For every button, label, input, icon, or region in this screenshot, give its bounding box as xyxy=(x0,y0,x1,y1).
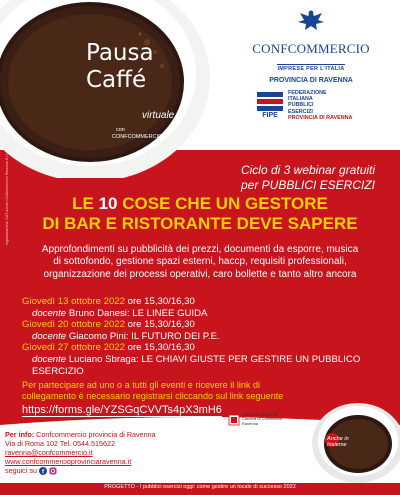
schedule-item-1 xyxy=(22,296,394,319)
info-org: Confcommercio provincia di Ravenna xyxy=(36,430,156,439)
insieme-badge xyxy=(327,436,349,448)
description-line3: organizzazione dei processi operativi, caro bollette e tanto altro ancora xyxy=(43,268,357,280)
description-line2: di sottofondo, gestione spazi esterni, haccp, requisiti professionali, xyxy=(53,256,347,268)
schedule-date-row xyxy=(22,342,394,354)
social-row xyxy=(5,466,57,475)
contributo xyxy=(242,412,282,426)
pausa-title-line2: Caffé xyxy=(86,67,147,93)
fipe-mark-text: FIPE xyxy=(262,112,278,118)
confcommercio-prov: PROVINCIA DI RAVENNA xyxy=(269,77,353,84)
speaker: Luciano Sbraga: LE CHIAVI GIUSTE PER GESTIRE UN PUBBLICO ESERCIZIO xyxy=(32,353,361,377)
ciclo-webinar xyxy=(218,163,398,193)
schedule xyxy=(22,296,394,377)
info-contacts xyxy=(5,448,93,457)
schedule-day: Giovedì xyxy=(22,296,56,307)
con-label: con xyxy=(116,127,125,133)
con-confcommercio xyxy=(112,127,162,141)
contributo-name-1: Camera di Commercio xyxy=(242,416,283,421)
info-address: Via di Roma 102 Tel. 0544.515622 xyxy=(5,439,116,448)
cta-line1: Per partecipare ad uno o a tutti gli eventi e ricevere il link di xyxy=(22,380,261,390)
eagle-icon xyxy=(296,8,326,34)
cta-line2: collegamento è necessario registrarsi cliccando sul link seguente xyxy=(22,391,284,402)
info-website-block xyxy=(5,457,131,466)
fipe-line-1: FEDERAZIONE xyxy=(288,90,327,96)
schedule-day: Giovedì xyxy=(22,319,56,331)
docente-label: docente xyxy=(32,330,67,342)
fipe-line-2: ITALIANA xyxy=(288,96,313,103)
schedule-speaker-row xyxy=(22,354,394,377)
info-label: Per info: xyxy=(5,430,35,439)
headline-pre: LE xyxy=(72,194,99,213)
con-brand: CONFCOMMERCIO xyxy=(112,134,163,140)
svg-text:f: f xyxy=(41,469,44,475)
pausa-caffe-title xyxy=(86,40,154,94)
docente-label: docente xyxy=(32,353,67,365)
description xyxy=(0,244,400,281)
instagram-icon[interactable] xyxy=(49,467,57,475)
fipe-logo xyxy=(255,90,395,120)
schedule-day: Giovedì xyxy=(22,342,56,354)
ciclo-line1: Ciclo di 3 webinar gratuiti xyxy=(240,163,376,177)
schedule-date: 13 ottobre 2022 xyxy=(57,296,125,307)
contributo-name-2: Ravenna xyxy=(242,420,259,426)
schedule-speaker-row xyxy=(22,308,394,320)
confcommercio-sub: IMPRESE PER L'ITALIA xyxy=(277,66,345,72)
schedule-date: 27 ottobre 2022 xyxy=(57,342,125,354)
fipe-line-4: ESERCIZI xyxy=(288,108,313,115)
schedule-speaker-row xyxy=(22,331,394,343)
contributo-label: con il contributo di xyxy=(242,412,278,417)
facebook-icon[interactable] xyxy=(39,467,47,475)
seguici-label: seguici su xyxy=(5,466,37,475)
headline-post: COSE CHE UN GESTORE xyxy=(117,194,328,213)
camera-commercio-icon xyxy=(228,414,240,426)
pausa-title-line1: Pausa xyxy=(86,40,154,66)
schedule-item-3 xyxy=(22,342,394,377)
confcommercio-logo xyxy=(236,8,386,84)
schedule-time: ore 15,30/16,30 xyxy=(127,319,195,331)
info-website[interactable]: www.confcommercioprovinciaravenna.it xyxy=(5,457,132,466)
fipe-prov: PROVINCIA DI RAVENNA xyxy=(288,114,353,121)
speaker: Giacomo Pini: IL FUTURO DEI P.E. xyxy=(68,330,220,342)
fipe-line-3: PUBBLICI xyxy=(288,102,314,109)
confcommercio-name: CONFCOMMERCIO xyxy=(252,41,370,56)
description-line1: Approfondimenti su pubblicità dei prezzi, documenti da esporre, musica xyxy=(41,244,359,255)
info-block xyxy=(5,430,156,448)
schedule-item-2 xyxy=(22,319,394,342)
ciclo-line2: per PUBBLICI ESERCIZI xyxy=(240,178,376,192)
docente-label: docente xyxy=(32,307,67,319)
schedule-time: ore 15,30/16,30 xyxy=(127,296,195,307)
headline-line2: DI BAR E RISTORANTE DEVE SAPERE xyxy=(42,214,358,233)
insieme-line2: Insieme xyxy=(327,442,347,448)
headline-number: 10 xyxy=(98,194,118,213)
speaker: Bruno Danesi: LE LINEE GUIDA xyxy=(68,307,208,319)
info-row xyxy=(5,430,156,439)
fipe-text xyxy=(288,90,352,121)
schedule-date-row xyxy=(22,319,394,331)
headline xyxy=(0,194,400,234)
registration-link-text[interactable]: https://forms.gle/YZSGqCVVTs4pX3mH6 xyxy=(22,404,222,416)
insieme-line1: Anche in xyxy=(327,436,349,442)
schedule-date: 20 ottobre 2022 xyxy=(57,319,125,331)
registration-link[interactable] xyxy=(22,404,222,417)
vertical-credit: organizzazione: CAT ascom Confcommercio Ravenna S.r.l. xyxy=(5,153,9,245)
schedule-date-row xyxy=(22,296,394,308)
coffee-cup-bottom-illustration xyxy=(300,388,400,493)
headline-line1 xyxy=(0,194,400,214)
virtuale-label: virtuale xyxy=(142,110,175,121)
footer-project: PROGETTO - I pubblici esercizi oggi: come gestire un locale di successo 2022 xyxy=(104,484,296,490)
info-email[interactable]: ravenna@confcommercio.it xyxy=(5,448,93,457)
schedule-time: ore 15,30/16,30 xyxy=(127,342,195,354)
fipe-mark-icon xyxy=(255,90,286,118)
